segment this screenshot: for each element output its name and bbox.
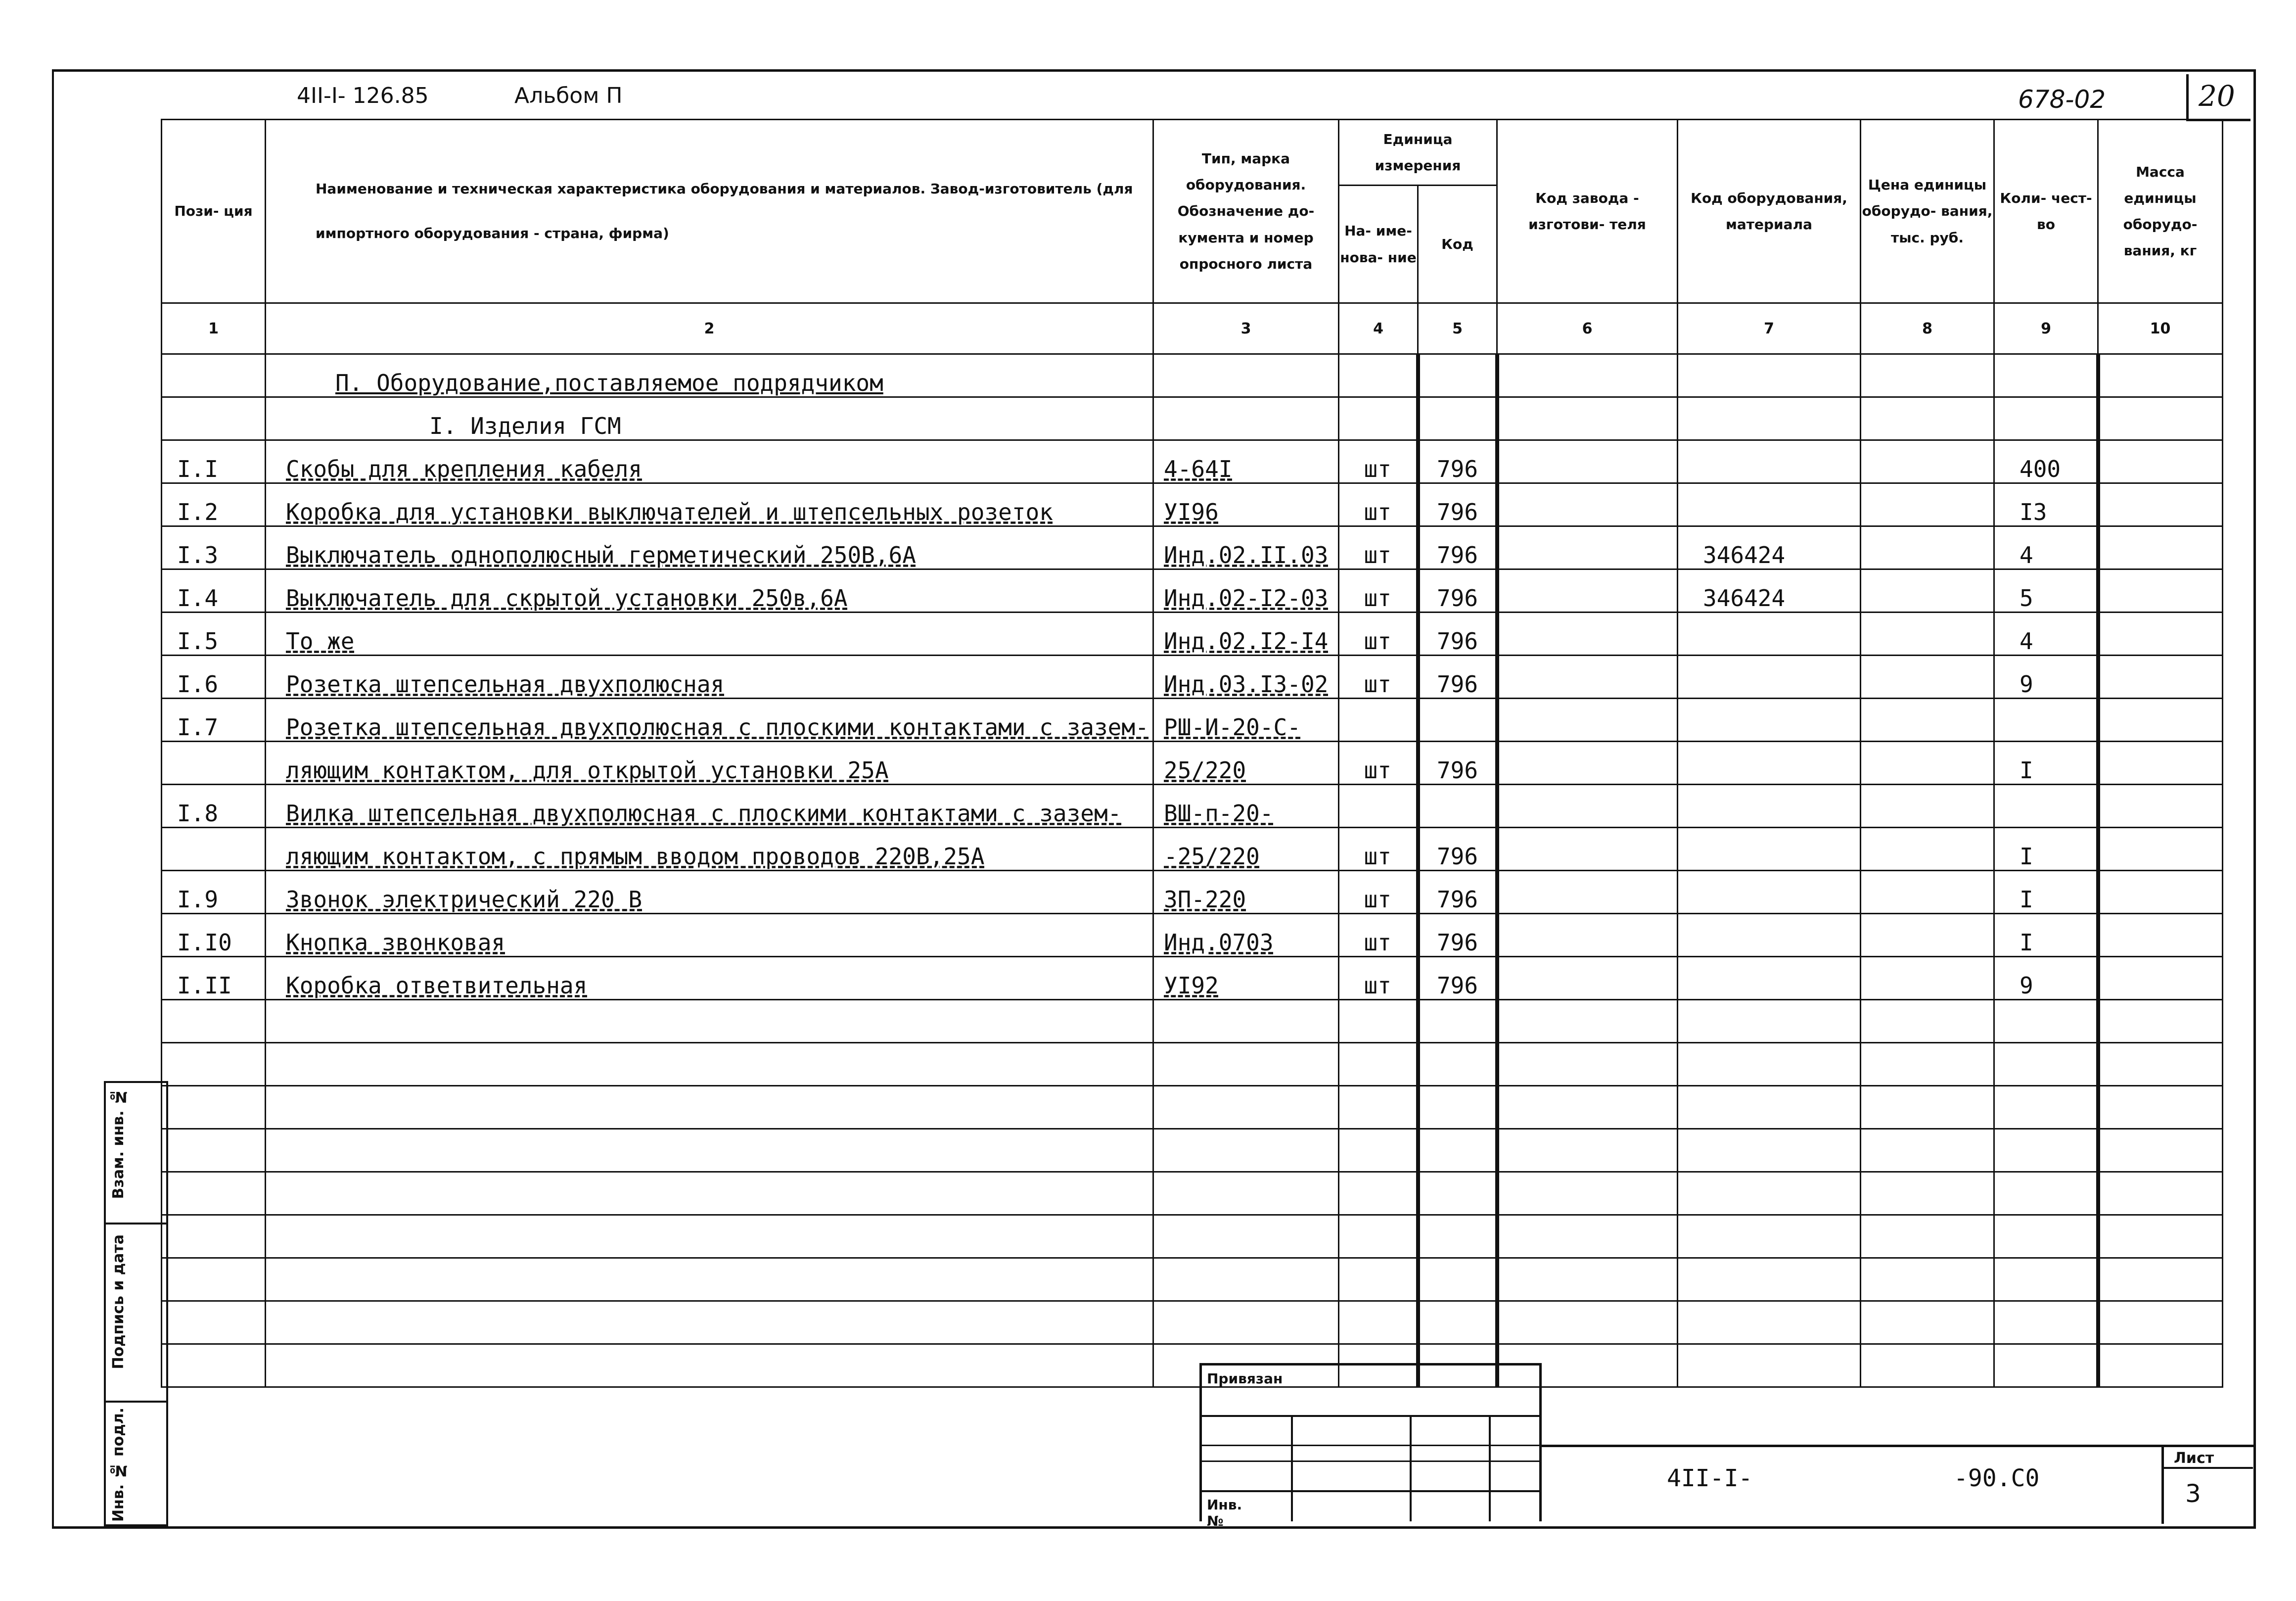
empty-cell — [1339, 1000, 1418, 1043]
cell-mass — [2098, 957, 2223, 1000]
cell-type: ВШ-п-20- — [1153, 785, 1339, 828]
cell-name: Коробка для установки выключателей и штепсельных розеток — [266, 483, 1153, 526]
empty-cell — [1861, 1000, 1994, 1043]
section-row — [162, 354, 2223, 397]
cell-type: Инд.0703 — [1153, 914, 1339, 957]
empty-cell — [2098, 1344, 2223, 1387]
empty-cell — [1994, 1344, 2098, 1387]
empty-cell — [1497, 1258, 1678, 1301]
empty-cell — [1497, 1000, 1678, 1043]
empty-cell — [1418, 1215, 1497, 1258]
cell-mass — [2098, 828, 2223, 871]
cell-unit-code: 796 — [1418, 526, 1497, 569]
cell-position — [162, 742, 266, 785]
empty-cell — [1861, 1086, 1994, 1129]
cell-type: УI96 — [1153, 483, 1339, 526]
cell-unit-code: 796 — [1418, 742, 1497, 785]
empty-row — [162, 1000, 2223, 1043]
stamp-attached-label: Привязан — [1207, 1370, 1283, 1387]
empty-cell — [1678, 1086, 1861, 1129]
empty-cell — [1153, 1086, 1339, 1129]
empty-cell — [1153, 1172, 1339, 1215]
cell-manufacturer-code — [1497, 828, 1678, 871]
cell-mass — [2098, 699, 2223, 742]
empty-row — [162, 1258, 2223, 1301]
cell-price — [1861, 483, 1994, 526]
cell-manufacturer-code — [1497, 699, 1678, 742]
cell-type: Инд.02-I2-03 — [1153, 569, 1339, 612]
cell-price — [1861, 440, 1994, 483]
cell-mass — [2098, 483, 2223, 526]
cell-price — [1861, 914, 1994, 957]
cell-quantity: 9 — [1994, 957, 2098, 1000]
empty-row — [162, 1172, 2223, 1215]
header-quantity: Коли- чест- во — [1994, 120, 2098, 303]
empty-cell — [1678, 1172, 1861, 1215]
column-number: 7 — [1678, 303, 1861, 354]
empty-cell — [162, 1215, 266, 1258]
empty-row — [162, 1301, 2223, 1344]
cell-manufacturer-code — [1497, 785, 1678, 828]
subsection-title: I. Изделия ГСМ — [266, 397, 1153, 440]
side-cell-replacement — [104, 1081, 168, 1224]
table-row — [162, 785, 2223, 828]
cell-name: Розетка штепсельная двухполюсная — [266, 656, 1153, 699]
column-number: 4 — [1339, 303, 1418, 354]
empty-cell — [1994, 1258, 2098, 1301]
empty-cell — [1861, 1344, 1994, 1387]
empty-cell — [162, 1344, 266, 1387]
cell-type: -25/220 — [1153, 828, 1339, 871]
cell-manufacturer-code — [1497, 483, 1678, 526]
cell-manufacturer-code — [1497, 957, 1678, 1000]
table-row — [162, 871, 2223, 914]
empty-cell — [266, 1000, 1153, 1043]
empty-cell — [1418, 1258, 1497, 1301]
cell-manufacturer-code — [1497, 871, 1678, 914]
empty-cell — [1339, 1301, 1418, 1344]
empty-cell — [1994, 1043, 2098, 1086]
cell-price — [1861, 785, 1994, 828]
cell-quantity: 9 — [1994, 656, 2098, 699]
cell-type: УI92 — [1153, 957, 1339, 1000]
cell-unit-code: 796 — [1418, 957, 1497, 1000]
empty-cell — [266, 1172, 1153, 1215]
empty-cell — [2098, 1129, 2223, 1172]
empty-cell — [1418, 1344, 1497, 1387]
stamp-inventory-label: Инв. № — [1207, 1497, 1242, 1529]
empty-cell — [1994, 1215, 2098, 1258]
cell-quantity: I3 — [1994, 483, 2098, 526]
cell-position: I.5 — [162, 612, 266, 656]
cell-unit: шт — [1339, 483, 1418, 526]
sheet-number: 3 — [2185, 1479, 2201, 1508]
empty-cell — [266, 1344, 1153, 1387]
cell-mass — [2098, 742, 2223, 785]
empty-cell — [2098, 1215, 2223, 1258]
side-cell-original — [104, 1401, 168, 1526]
empty-cell — [1339, 1258, 1418, 1301]
empty-cell — [162, 1043, 266, 1086]
empty-cell — [1497, 1301, 1678, 1344]
cell-equipment-code — [1678, 828, 1861, 871]
empty-cell — [1994, 1086, 2098, 1129]
cell-unit — [1339, 785, 1418, 828]
empty-cell — [1497, 1129, 1678, 1172]
specification-body — [162, 354, 2223, 1387]
cell-name: ляющим контактом, для открытой установки 25А — [266, 742, 1153, 785]
cell-price — [1861, 871, 1994, 914]
cell-position: I.3 — [162, 526, 266, 569]
cell-equipment-code — [1678, 483, 1861, 526]
empty-cell — [1861, 1172, 1994, 1215]
cell-unit-code — [1418, 699, 1497, 742]
empty-cell — [1861, 1215, 1994, 1258]
cell-unit-code: 796 — [1418, 828, 1497, 871]
cell-quantity: 5 — [1994, 569, 2098, 612]
column-number: 9 — [1994, 303, 2098, 354]
cell-unit: шт — [1339, 526, 1418, 569]
empty-cell — [1339, 1344, 1418, 1387]
cell-unit: шт — [1339, 656, 1418, 699]
table-row — [162, 914, 2223, 957]
cell-name: Скобы для крепления кабеля — [266, 440, 1153, 483]
empty-cell — [1678, 1043, 1861, 1086]
cell-equipment-code — [1678, 440, 1861, 483]
cell-type: Инд.03.I3-02 — [1153, 656, 1339, 699]
cell-position: I.7 — [162, 699, 266, 742]
album-label: Альбом П — [514, 83, 623, 108]
cell-name: Вилка штепсельная двухполюсная с плоскими контактами с зазем- — [266, 785, 1153, 828]
empty-cell — [1994, 1000, 2098, 1043]
cell-mass — [2098, 914, 2223, 957]
cell-quantity — [1994, 785, 2098, 828]
cell-equipment-code — [1678, 699, 1861, 742]
cell-type: Инд.02.II.03 — [1153, 526, 1339, 569]
empty-cell — [1339, 1043, 1418, 1086]
header-equipment-code: Код оборудования, материала — [1678, 120, 1861, 303]
empty-cell — [1994, 1129, 2098, 1172]
empty-cell — [1418, 1129, 1497, 1172]
cell-equipment-code — [1678, 742, 1861, 785]
cell-name: Кнопка звонковая — [266, 914, 1153, 957]
empty-cell — [1153, 1000, 1339, 1043]
cell-name: Выключатель для скрытой установки 250в,6А — [266, 569, 1153, 612]
cell-position: I.8 — [162, 785, 266, 828]
cell-name: Розетка штепсельная двухполюсная с плоскими контактами с зазем- — [266, 699, 1153, 742]
cell-unit-code: 796 — [1418, 871, 1497, 914]
cell-name: Выключатель однополюсный герметический 250В,6А — [266, 526, 1153, 569]
specification-table — [161, 119, 2223, 1388]
empty-row — [162, 1129, 2223, 1172]
cell-price — [1861, 569, 1994, 612]
empty-row — [162, 1215, 2223, 1258]
cell-name: Коробка ответвительная — [266, 957, 1153, 1000]
header-unit-name: На- име- нова- ние — [1339, 186, 1418, 303]
cell-position — [162, 828, 266, 871]
cell-manufacturer-code — [1497, 742, 1678, 785]
table-row — [162, 656, 2223, 699]
cell-mass — [2098, 569, 2223, 612]
empty-cell — [1497, 1086, 1678, 1129]
empty-cell — [1497, 1043, 1678, 1086]
empty-row — [162, 1344, 2223, 1387]
empty-cell — [2098, 1258, 2223, 1301]
cell-price — [1861, 612, 1994, 656]
empty-cell — [1418, 1043, 1497, 1086]
empty-cell — [1418, 1172, 1497, 1215]
empty-cell — [1418, 1086, 1497, 1129]
cell-position: I.4 — [162, 569, 266, 612]
empty-cell — [162, 1086, 266, 1129]
table-row — [162, 828, 2223, 871]
cell-price — [1861, 656, 1994, 699]
cell-manufacturer-code — [1497, 612, 1678, 656]
cell-price — [1861, 957, 1994, 1000]
cell-unit: шт — [1339, 612, 1418, 656]
header-type: Тип, марка оборудования. Обозначение до- кумента и номер опросного листа — [1153, 120, 1339, 303]
empty-cell — [1678, 1129, 1861, 1172]
empty-cell — [1418, 1000, 1497, 1043]
cell-equipment-code — [1678, 871, 1861, 914]
empty-cell — [266, 1043, 1153, 1086]
empty-cell — [1678, 1215, 1861, 1258]
cell-quantity: I — [1994, 828, 2098, 871]
cell-manufacturer-code — [1497, 656, 1678, 699]
sheet-label: Лист — [2174, 1450, 2214, 1467]
empty-cell — [1678, 1258, 1861, 1301]
cell-name: ляющим контактом, с прямым вводом проводов 220В,25А — [266, 828, 1153, 871]
cell-unit: шт — [1339, 440, 1418, 483]
cell-unit-code: 796 — [1418, 914, 1497, 957]
empty-cell — [2098, 1000, 2223, 1043]
empty-cell — [1153, 1043, 1339, 1086]
cell-equipment-code — [1678, 785, 1861, 828]
cell-type: ЗП-220 — [1153, 871, 1339, 914]
cell-position: I.II — [162, 957, 266, 1000]
table-row — [162, 440, 2223, 483]
cell-equipment-code — [1678, 957, 1861, 1000]
cell-type: 25/220 — [1153, 742, 1339, 785]
empty-cell — [1153, 1301, 1339, 1344]
cell-type: РШ-И-20-С- — [1153, 699, 1339, 742]
cell-type: Инд.02.I2-I4 — [1153, 612, 1339, 656]
cell-price — [1861, 699, 1994, 742]
header-mass: Масса единицы оборудо- вания, кг — [2098, 120, 2223, 303]
empty-cell — [1418, 1301, 1497, 1344]
empty-cell — [162, 1129, 266, 1172]
title-code-left: 4II-I- — [1667, 1464, 1753, 1492]
table-row — [162, 957, 2223, 1000]
title-code-right: -90.C0 — [1954, 1464, 2040, 1492]
empty-cell — [2098, 1172, 2223, 1215]
header-price: Цена единицы оборудо- вания, тыс. руб. — [1861, 120, 1994, 303]
empty-cell — [1678, 1344, 1861, 1387]
empty-cell — [266, 1129, 1153, 1172]
cell-unit: шт — [1339, 828, 1418, 871]
empty-cell — [1861, 1258, 1994, 1301]
empty-cell — [1153, 1215, 1339, 1258]
column-number: 10 — [2098, 303, 2223, 354]
column-number: 1 — [162, 303, 266, 354]
cell-equipment-code — [1678, 656, 1861, 699]
side-label-original: Инв. № подл. — [110, 1408, 127, 1522]
cell-unit-code: 796 — [1418, 569, 1497, 612]
cell-unit-code — [1418, 785, 1497, 828]
empty-cell — [2098, 1086, 2223, 1129]
cell-unit: шт — [1339, 914, 1418, 957]
empty-cell — [1678, 1301, 1861, 1344]
column-number: 6 — [1497, 303, 1678, 354]
cell-mass — [2098, 656, 2223, 699]
cell-manufacturer-code — [1497, 526, 1678, 569]
cell-quantity: 400 — [1994, 440, 2098, 483]
table-row — [162, 699, 2223, 742]
empty-cell — [1339, 1086, 1418, 1129]
header-position: Пози- ция — [162, 120, 266, 303]
table-row — [162, 569, 2223, 612]
empty-cell — [1678, 1000, 1861, 1043]
side-cell-signature — [104, 1223, 168, 1403]
table-row — [162, 483, 2223, 526]
cell-mass — [2098, 785, 2223, 828]
cell-unit-code: 796 — [1418, 656, 1497, 699]
document-code: 4II-I- 126.85 — [297, 83, 429, 108]
empty-cell — [1497, 1344, 1678, 1387]
empty-cell — [266, 1215, 1153, 1258]
cell-manufacturer-code — [1497, 440, 1678, 483]
page-number: 20 — [2199, 79, 2235, 113]
empty-cell — [1153, 1129, 1339, 1172]
cell-unit-code: 796 — [1418, 440, 1497, 483]
cell-unit-code: 796 — [1418, 483, 1497, 526]
header-unit-code: Код — [1418, 186, 1497, 303]
cell-mass — [2098, 440, 2223, 483]
column-number: 5 — [1418, 303, 1497, 354]
cell-quantity: I — [1994, 914, 2098, 957]
side-strip — [104, 1081, 168, 1526]
empty-cell — [1994, 1301, 2098, 1344]
side-label-replacement: Взам. инв. № — [110, 1088, 127, 1199]
empty-cell — [1497, 1215, 1678, 1258]
cell-unit: шт — [1339, 742, 1418, 785]
cell-unit: шт — [1339, 871, 1418, 914]
cell-mass — [2098, 612, 2223, 656]
section-title: П. Оборудование,поставляемое подрядчиком — [266, 354, 1153, 397]
cell-unit — [1339, 699, 1418, 742]
cell-name: То же — [266, 612, 1153, 656]
column-number: 8 — [1861, 303, 1994, 354]
cell-quantity: 4 — [1994, 612, 2098, 656]
empty-cell — [1861, 1043, 1994, 1086]
column-number: 3 — [1153, 303, 1339, 354]
empty-cell — [2098, 1301, 2223, 1344]
cell-type: 4-64I — [1153, 440, 1339, 483]
cell-quantity: 4 — [1994, 526, 2098, 569]
empty-cell — [162, 1258, 266, 1301]
cell-position: I.I0 — [162, 914, 266, 957]
empty-cell — [162, 1000, 266, 1043]
cell-position: I.2 — [162, 483, 266, 526]
column-number: 2 — [266, 303, 1153, 354]
empty-cell — [1861, 1129, 1994, 1172]
header-name: Наименование и техническая характеристика оборудования и материалов. Завод-изготовитель (для импортного оборудования - страна, фирма) — [266, 120, 1153, 303]
cell-unit: шт — [1339, 957, 1418, 1000]
empty-cell — [1339, 1215, 1418, 1258]
cell-price — [1861, 828, 1994, 871]
empty-row — [162, 1086, 2223, 1129]
empty-cell — [1861, 1301, 1994, 1344]
cell-manufacturer-code — [1497, 569, 1678, 612]
cell-mass — [2098, 526, 2223, 569]
cell-position: I.9 — [162, 871, 266, 914]
empty-cell — [1339, 1129, 1418, 1172]
cell-equipment-code: 346424 — [1678, 526, 1861, 569]
cell-quantity — [1994, 699, 2098, 742]
header-manufacturer-code: Код завода - изготови- теля — [1497, 120, 1678, 303]
cell-quantity: I — [1994, 871, 2098, 914]
empty-cell — [1994, 1172, 2098, 1215]
side-label-signature: Подпись и дата — [110, 1234, 127, 1369]
cell-quantity: I — [1994, 742, 2098, 785]
cell-equipment-code — [1678, 914, 1861, 957]
empty-cell — [1339, 1172, 1418, 1215]
empty-cell — [2098, 1043, 2223, 1086]
empty-cell — [1497, 1172, 1678, 1215]
cell-equipment-code — [1678, 612, 1861, 656]
empty-row — [162, 1043, 2223, 1086]
table-row — [162, 612, 2223, 656]
subsection-row — [162, 397, 2223, 440]
empty-cell — [1153, 1258, 1339, 1301]
cell-price — [1861, 526, 1994, 569]
empty-cell — [266, 1086, 1153, 1129]
cell-name: Звонок электрический 220 В — [266, 871, 1153, 914]
cell-mass — [2098, 871, 2223, 914]
cell-price — [1861, 742, 1994, 785]
sheet-code: 678-02 — [2018, 85, 2106, 114]
cell-position: I.I — [162, 440, 266, 483]
cell-unit-code: 796 — [1418, 612, 1497, 656]
empty-cell — [162, 1301, 266, 1344]
empty-cell — [266, 1301, 1153, 1344]
empty-cell — [162, 1172, 266, 1215]
cell-manufacturer-code — [1497, 914, 1678, 957]
table-row — [162, 742, 2223, 785]
cell-position: I.6 — [162, 656, 266, 699]
empty-cell — [266, 1258, 1153, 1301]
cell-unit: шт — [1339, 569, 1418, 612]
table-row — [162, 526, 2223, 569]
cell-equipment-code: 346424 — [1678, 569, 1861, 612]
header-unit-group: Единица измерения — [1339, 120, 1497, 186]
